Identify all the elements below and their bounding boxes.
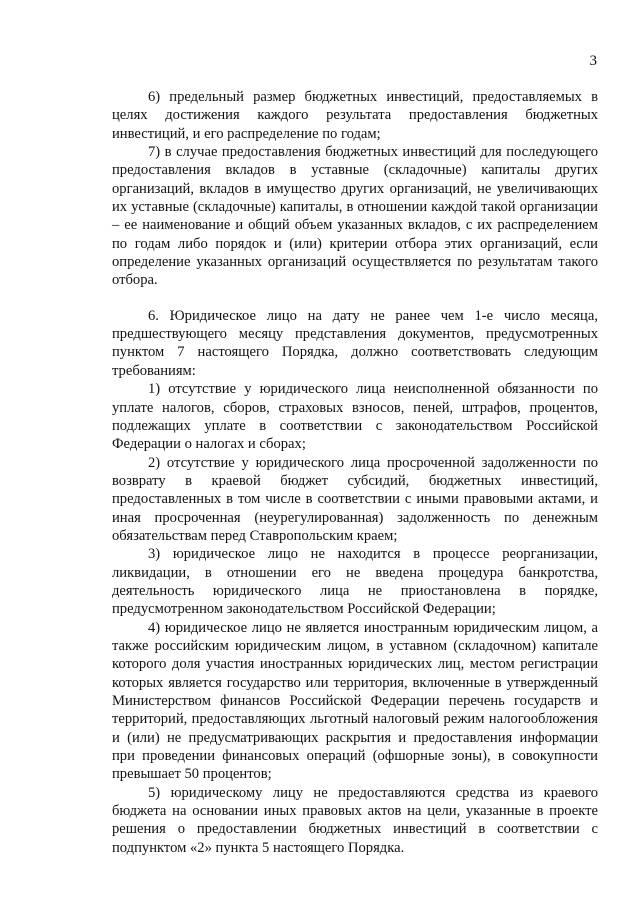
page-number: 3 bbox=[589, 53, 597, 69]
paragraph-requirement-3: 3) юридическое лицо не находится в процессе реорганизации, ликвидации, в отношении его не введена процедура банкротства, деятельность юридического лица не приостановлена в порядке, предусмотренном законодательством Российской Федерации; bbox=[112, 546, 598, 618]
paragraph-item-6: 6) предельный размер бюджетных инвестиций, предоставляемых в целях достижения каждого результата предоставления бюджетных инвестиций, и его распределение по годам; bbox=[112, 89, 598, 142]
document-body bbox=[112, 88, 598, 857]
paragraph-requirement-2: 2) отсутствие у юридического лица просроченной задолженности по возврату в краевой бюджет субсидий, бюджетных инвестиций, предоставленных в том числе в соответствии с иными правовыми актами, и иная просроченная (неурегулированная) задолженность по денежным обязательствам перед Ставропольским краем; bbox=[112, 454, 598, 544]
paragraph-section-6: 6. Юридическое лицо на дату не ранее чем 1-е число месяца, предшествующего месяцу представления документов, предусмотренных пунктом 7 настоящего Порядка, должно соответствовать следующим требованиям: bbox=[112, 307, 598, 379]
paragraph-requirement-4: 4) юридическое лицо не является иностранным юридическим лицом, а также российским юридическим лицом, в уставном (складочном) капитале которого доля участия иностранных юридических лиц, местом регистрации которых является государство или территория, включенные в утвержденный Министерством финансов Российской Федерации перечень государств и территорий, предоставляющих льготный налоговый режим налогообложения и (или) не предусматривающих раскрытия и предоставления информации при проведении финансовых операций (офшорные зоны), в совокупности превышает 50 процентов; bbox=[112, 619, 598, 783]
section-gap bbox=[112, 290, 598, 307]
paragraph-requirement-5: 5) юридическому лицу не предоставляются средства из краевого бюджета на основании иных правовых актов на цели, указанные в проекте решения о предоставлении бюджетных инвестиций в соответствии с подпунктом «2» пункта 5 настоящего Порядка. bbox=[112, 784, 598, 856]
paragraph-requirement-1: 1) отсутствие у юридического лица неисполненной обязанности по уплате налогов, сборов, страховых взносов, пеней, штрафов, процентов, подлежащих уплате в соответствии с законодательством Российской Федерации о налогах и сборах; bbox=[112, 381, 598, 453]
paragraph-item-7: 7) в случае предоставления бюджетных инвестиций для последующего предоставления вкладов в уставные (складочные) капиталы других организаций, вкладов в имущество других организаций, не увеличивающих их уставные (складочные) капиталы, в отношении каждой такой организации – ее наименование и общий объем указанных вкладов, с их распределением по годам либо порядок и (или) критерии отбора этих организаций, если определение указанных организаций осуществляется по результатам такого отбора. bbox=[112, 144, 598, 289]
